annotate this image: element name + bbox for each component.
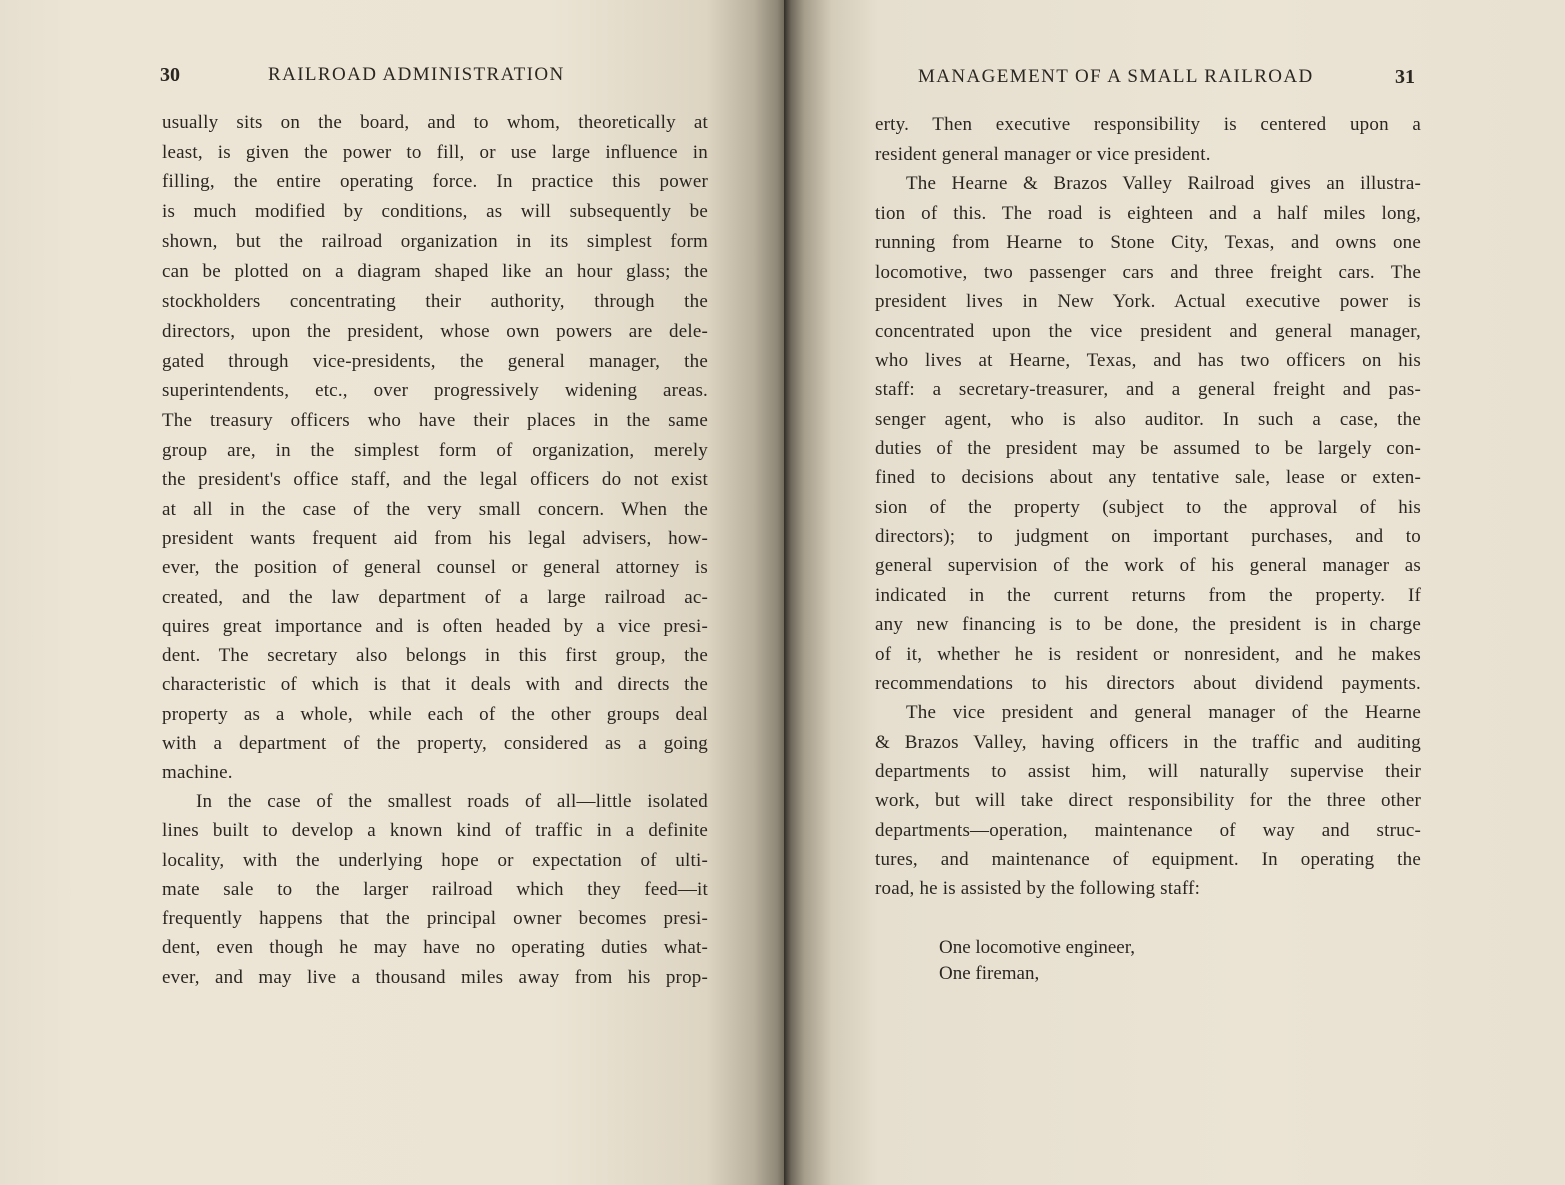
text-line: general supervision of the work of his general manager as: [875, 555, 1421, 576]
text-line: tures, and maintenance of equipment. In operating the: [875, 849, 1421, 870]
text-line: ever, the position of general counsel or general attorney is: [162, 557, 708, 578]
text-line: sion of the property (subject to the approval of his: [875, 497, 1421, 518]
running-head-right: MANAGEMENT OF A SMALL RAILROAD: [918, 66, 1314, 87]
text-line: mate sale to the larger railroad which they feed—it: [162, 879, 708, 900]
text-line: recommendations to his directors about dividend payments.: [875, 673, 1421, 694]
text-line: directors, upon the president, whose own powers are dele-: [162, 321, 708, 342]
text-line: lines built to develop a known kind of traffic in a definite: [162, 820, 708, 841]
text-line: can be plotted on a diagram shaped like an hour glass; the: [162, 261, 708, 282]
text-line: machine.: [162, 762, 233, 783]
text-line: president wants frequent aid from his legal advisers, how-: [162, 528, 708, 549]
text-line: concentrated upon the vice president and general manager,: [875, 321, 1421, 342]
text-line: superintendents, etc., over progressively widening areas.: [162, 380, 708, 401]
text-line: gated through vice-presidents, the general manager, the: [162, 351, 708, 372]
text-line: road, he is assisted by the following staff:: [875, 878, 1201, 899]
text-line: is much modified by conditions, as will subsequently be: [162, 201, 708, 222]
text-line: property as a whole, while each of the other groups deal: [162, 704, 708, 725]
text-line: any new financing is to be done, the president is in charge: [875, 614, 1421, 635]
text-line: locomotive, two passenger cars and three freight cars. The: [875, 262, 1421, 283]
running-head-left: RAILROAD ADMINISTRATION: [268, 64, 565, 85]
text-line: The treasury officers who have their places in the same: [162, 410, 708, 431]
text-line: & Brazos Valley, having officers in the traffic and auditing: [875, 732, 1421, 753]
text-line: of it, whether he is resident or nonresident, and he makes: [875, 644, 1421, 665]
staff-list-item: One fireman,: [939, 963, 1040, 984]
text-line: dent, even though he may have no operating duties what-: [162, 937, 708, 958]
text-line: senger agent, who is also auditor. In such a case, the: [875, 409, 1421, 430]
text-line: departments—operation, maintenance of way and struc-: [875, 820, 1421, 841]
text-line: The vice president and general manager of the Hearne: [906, 702, 1421, 723]
text-line: usually sits on the board, and to whom, theoretically at: [162, 112, 708, 133]
text-line: the president's office staff, and the legal officers do not exist: [162, 469, 708, 490]
text-line: resident general manager or vice president.: [875, 144, 1211, 165]
text-line: indicated in the current returns from the property. If: [875, 585, 1421, 606]
text-line: staff: a secretary-treasurer, and a general freight and pas-: [875, 379, 1421, 400]
text-line: dent. The secretary also belongs in this first group, the: [162, 645, 708, 666]
text-line: directors); to judgment on important purchases, and to: [875, 526, 1421, 547]
text-line: characteristic of which is that it deals with and directs the: [162, 674, 708, 695]
text-line: president lives in New York. Actual executive power is: [875, 291, 1421, 312]
right-page: [785, 0, 1565, 1185]
text-line: In the case of the smallest roads of all—little isolated: [196, 791, 708, 812]
text-line: departments to assist him, will naturally supervise their: [875, 761, 1421, 782]
text-line: The Hearne & Brazos Valley Railroad gives an illustra-: [906, 173, 1421, 194]
text-line: filling, the entire operating force. In practice this power: [162, 171, 708, 192]
page-number-right: 31: [1395, 66, 1415, 88]
text-line: duties of the president may be assumed to be largely con-: [875, 438, 1421, 459]
text-line: tion of this. The road is eighteen and a half miles long,: [875, 203, 1421, 224]
text-line: frequently happens that the principal owner becomes presi-: [162, 908, 708, 929]
text-line: quires great importance and is often headed by a vice presi-: [162, 616, 708, 637]
page-number-left: 30: [160, 64, 180, 86]
text-line: created, and the law department of a large railroad ac-: [162, 587, 708, 608]
text-line: work, but will take direct responsibility for the three other: [875, 790, 1421, 811]
text-line: erty. Then executive responsibility is centered upon a: [875, 114, 1421, 135]
text-line: shown, but the railroad organization in its simplest form: [162, 231, 708, 252]
text-line: ever, and may live a thousand miles away from his prop-: [162, 967, 708, 988]
text-line: running from Hearne to Stone City, Texas, and owns one: [875, 232, 1421, 253]
text-line: locality, with the underlying hope or expectation of ulti-: [162, 850, 708, 871]
text-line: who lives at Hearne, Texas, and has two officers on his: [875, 350, 1421, 371]
text-line: at all in the case of the very small concern. When the: [162, 499, 708, 520]
text-line: group are, in the simplest form of organization, merely: [162, 440, 708, 461]
staff-list-item: One locomotive engineer,: [939, 937, 1136, 958]
text-line: fined to decisions about any tentative sale, lease or exten-: [875, 467, 1421, 488]
text-line: stockholders concentrating their authority, through the: [162, 291, 708, 312]
text-line: least, is given the power to fill, or use large influence in: [162, 142, 708, 163]
text-line: with a department of the property, considered as a going: [162, 733, 708, 754]
